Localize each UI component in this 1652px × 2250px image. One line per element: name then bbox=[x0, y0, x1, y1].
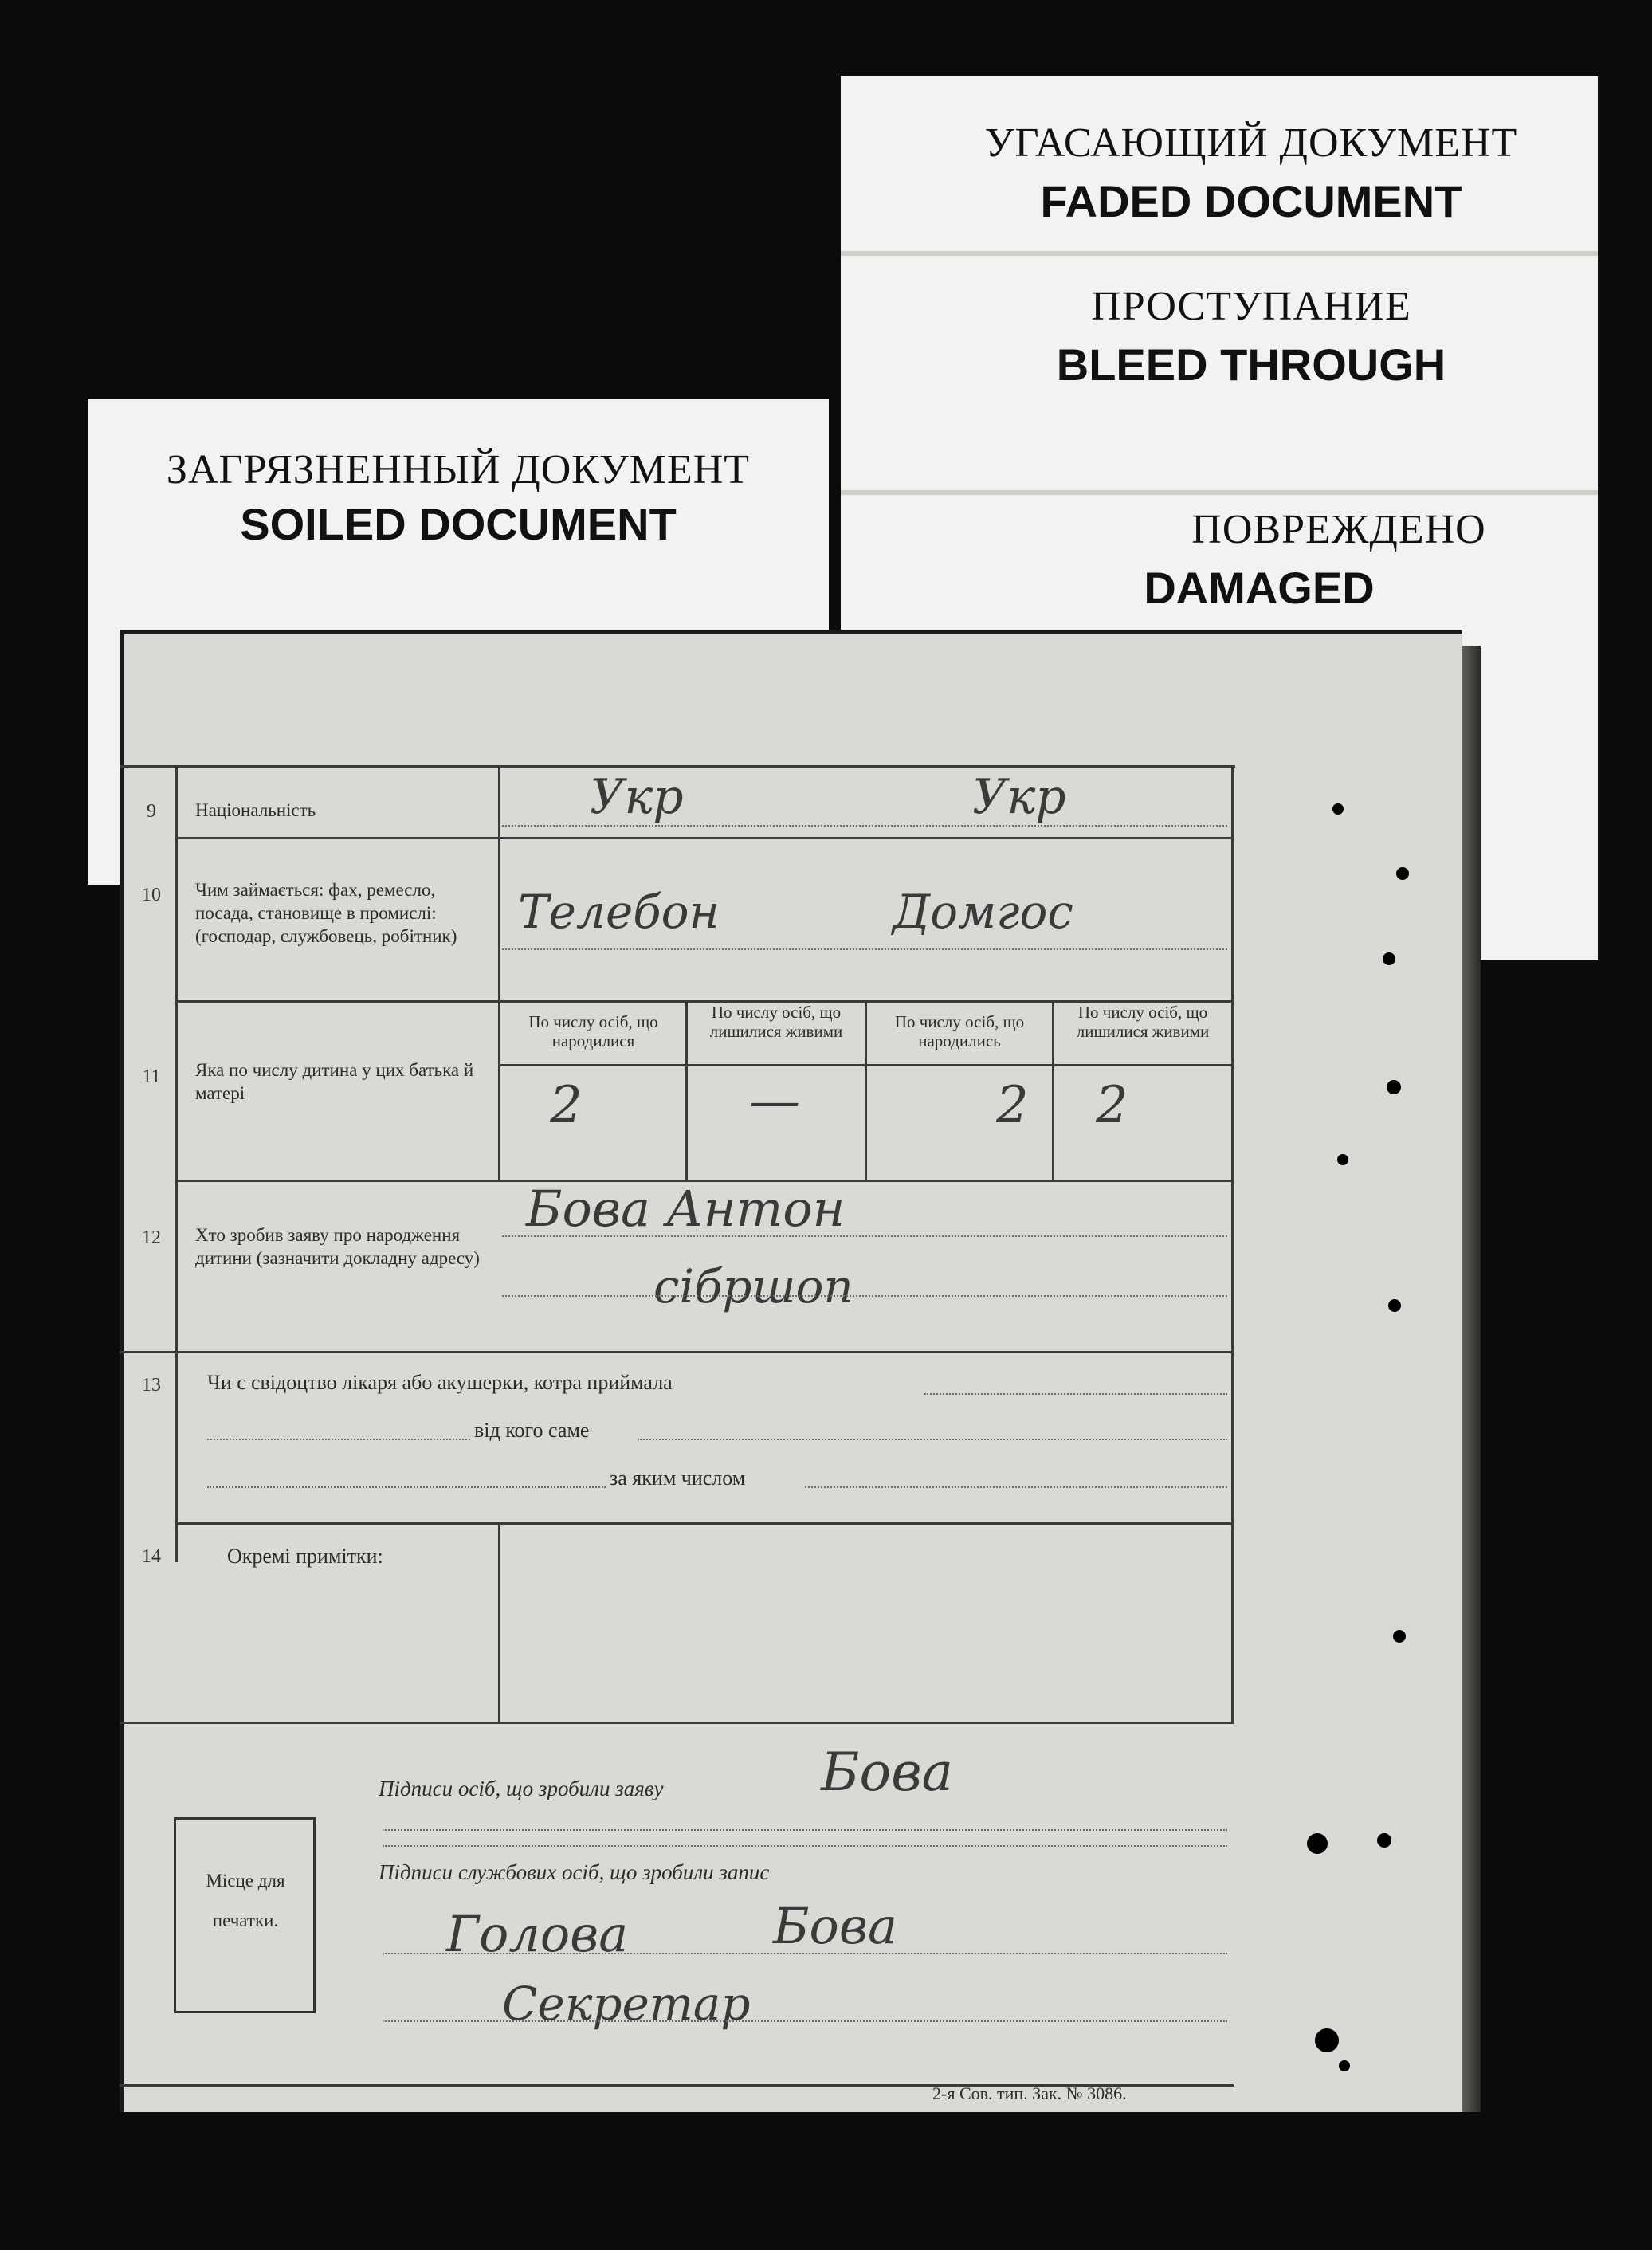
damaged-en-label: DAMAGED bbox=[1144, 563, 1375, 613]
dotted-line bbox=[383, 1829, 1227, 1831]
rule bbox=[685, 1000, 688, 1180]
row-9-label: Національність bbox=[195, 800, 316, 820]
rule bbox=[175, 837, 1234, 839]
dotted-line bbox=[207, 1486, 606, 1488]
card-separator bbox=[841, 490, 1598, 495]
rule bbox=[175, 765, 178, 1562]
rule bbox=[865, 1000, 867, 1180]
rule bbox=[120, 1351, 1234, 1353]
faded-en-label: FADED DOCUMENT bbox=[1040, 176, 1462, 226]
row-number: 10 bbox=[142, 885, 161, 905]
punch-hole bbox=[1393, 1630, 1406, 1643]
punch-hole bbox=[1332, 803, 1344, 815]
dotted-line bbox=[383, 1845, 1227, 1847]
birth-record-form bbox=[120, 630, 1462, 2112]
row-11-header-4: По числу осіб, що лишилися живими bbox=[1076, 1003, 1210, 1041]
rule bbox=[120, 765, 1235, 768]
row-12-handwriting-address: сібршоп bbox=[653, 1259, 853, 1313]
row-number: 13 bbox=[142, 1375, 161, 1396]
printer-imprint: 2-я Сов. тип. Зак. № 3086. bbox=[932, 2083, 1127, 2103]
row-10-label: Чим займається: фах, ремесло, посада, становище в промислі: (господар, службовець, робітник) bbox=[195, 880, 457, 946]
row-11-value-3: 2 bbox=[996, 1076, 1029, 1135]
row-14-label: Окремі примітки: bbox=[227, 1545, 383, 1568]
soiled-ru-label: ЗАГРЯЗНЕННЫЙ ДОКУМЕНТ bbox=[166, 447, 751, 493]
dotted-line bbox=[502, 1235, 1227, 1237]
punch-hole bbox=[1377, 1833, 1391, 1848]
row-number: 9 bbox=[147, 801, 156, 822]
row-13-line-2: від кого саме bbox=[474, 1419, 590, 1442]
officials-signature-1: Голова bbox=[446, 1905, 629, 1963]
row-9-handwriting-father: Укр bbox=[590, 769, 684, 825]
dotted-line bbox=[502, 948, 1227, 950]
dotted-line bbox=[805, 1486, 1227, 1488]
rule bbox=[498, 765, 500, 1180]
dotted-line bbox=[383, 2020, 1227, 2022]
punch-hole bbox=[1337, 1154, 1348, 1165]
row-number: 14 bbox=[142, 1546, 161, 1567]
dotted-line bbox=[207, 1439, 470, 1440]
row-10-handwriting-father: Телебон bbox=[518, 885, 720, 939]
officials-signature-2: Секретар bbox=[502, 1977, 751, 2031]
faded-ru-label: УГАСАЮЩИЙ ДОКУМЕНТ bbox=[984, 120, 1518, 166]
punch-hole bbox=[1396, 867, 1409, 880]
row-11-label: Яка по числу дитина у цих батька й матері bbox=[195, 1060, 474, 1103]
punch-hole bbox=[1339, 2060, 1350, 2071]
applicants-signature: Бова bbox=[821, 1741, 953, 1803]
card-separator bbox=[841, 251, 1598, 256]
row-12-label: Хто зробив заяву про народження дитини (зазначити докладну адресу) bbox=[195, 1225, 480, 1268]
officials-signature-1b: Бова bbox=[773, 1897, 897, 1955]
rule bbox=[1052, 1000, 1054, 1180]
row-11-value-4: 2 bbox=[1096, 1076, 1128, 1135]
row-11-header-3: По числу осіб, що народились bbox=[894, 1012, 1025, 1050]
rule bbox=[175, 1522, 1234, 1525]
punch-hole bbox=[1307, 1833, 1328, 1854]
row-11-header-2: По числу осіб, що лишилися живими bbox=[709, 1003, 843, 1041]
row-13-line-3: за яким числом bbox=[610, 1467, 746, 1490]
punch-hole bbox=[1387, 1080, 1401, 1094]
rule bbox=[120, 1722, 1234, 1724]
bleed-ru-label: ПРОСТУПАНИЕ bbox=[1091, 284, 1411, 329]
row-11-value-2: — bbox=[749, 1072, 800, 1131]
dotted-line bbox=[638, 1439, 1227, 1440]
punch-hole bbox=[1383, 952, 1395, 965]
officials-signature-label: Підписи службових осіб, що зробили запис bbox=[379, 1860, 770, 1884]
row-number: 11 bbox=[142, 1066, 161, 1087]
dotted-line bbox=[502, 825, 1227, 827]
damaged-ru-label: ПОВРЕЖДЕНО bbox=[1191, 507, 1486, 552]
dotted-line bbox=[924, 1393, 1227, 1395]
row-12-handwriting-name: Бова Антон bbox=[526, 1180, 846, 1238]
row-11-value-1: 2 bbox=[550, 1076, 583, 1135]
rule bbox=[498, 1522, 500, 1722]
bleed-en-label: BLEED THROUGH bbox=[1056, 340, 1446, 390]
row-11-header-1: По числу осіб, що народилися bbox=[528, 1012, 658, 1050]
stamp-place-line-1: Місце для bbox=[206, 1871, 285, 1891]
row-13-line-1: Чи є свідоцтво лікаря або акушерки, котра приймала bbox=[207, 1371, 673, 1394]
rule bbox=[498, 1064, 1234, 1066]
dotted-line bbox=[502, 1295, 1227, 1297]
row-number: 12 bbox=[142, 1227, 161, 1248]
applicants-signature-label: Підписи осіб, що зробили заяву bbox=[379, 1777, 664, 1800]
stamp-place-line-2: печатки. bbox=[212, 1910, 279, 1930]
punch-hole bbox=[1388, 1299, 1401, 1312]
dotted-line bbox=[383, 1953, 1227, 1954]
soiled-en-label: SOILED DOCUMENT bbox=[240, 499, 677, 549]
punch-hole bbox=[1315, 2028, 1339, 2052]
row-10-handwriting-mother: Домгос bbox=[893, 885, 1073, 939]
rule bbox=[1231, 765, 1234, 1722]
row-9-handwriting-mother: Укр bbox=[972, 769, 1066, 825]
